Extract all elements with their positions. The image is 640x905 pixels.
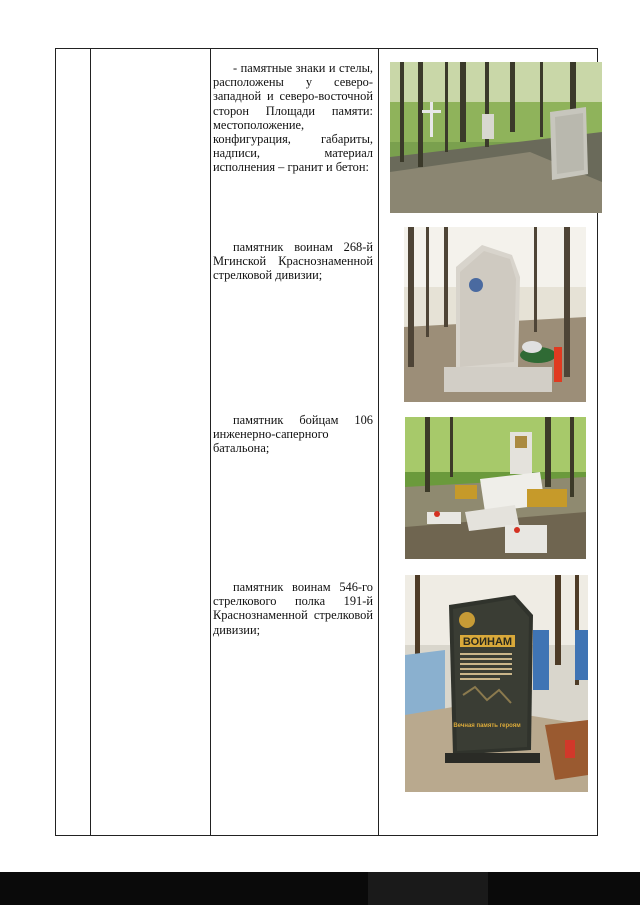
plaque-footer: Вечная память героям	[453, 723, 521, 729]
monument-546-regiment-photo	[405, 575, 588, 792]
memorial-stelae-photo	[390, 62, 602, 213]
plaque-title: ВОИНАМ	[462, 636, 513, 648]
column-divider-1	[90, 48, 91, 836]
column-divider-2	[210, 48, 211, 836]
monument-268-division-photo	[404, 227, 586, 402]
row-4-description: памятник воинам 546-го стрелкового полка 191-й Краснознаменной стрелковой дивизии;	[213, 580, 373, 637]
row-1-description: - памятные знаки и стелы, расположены у северо-западной и северо-восточной сторон Площади памяти: местоположение, конфигурация, габариты, надписи, материал исполнения – гранит и бетон:	[213, 61, 373, 175]
row-3-description: памятник бойцам 106 инженерно-саперного батальона;	[213, 413, 373, 456]
column-divider-3	[378, 48, 379, 836]
monument-106-battalion-photo	[405, 417, 586, 559]
bottom-scan-border	[0, 872, 640, 905]
row-2-description: памятник воинам 268-й Мгинской Краснознаменной стрелковой дивизии;	[213, 240, 373, 283]
